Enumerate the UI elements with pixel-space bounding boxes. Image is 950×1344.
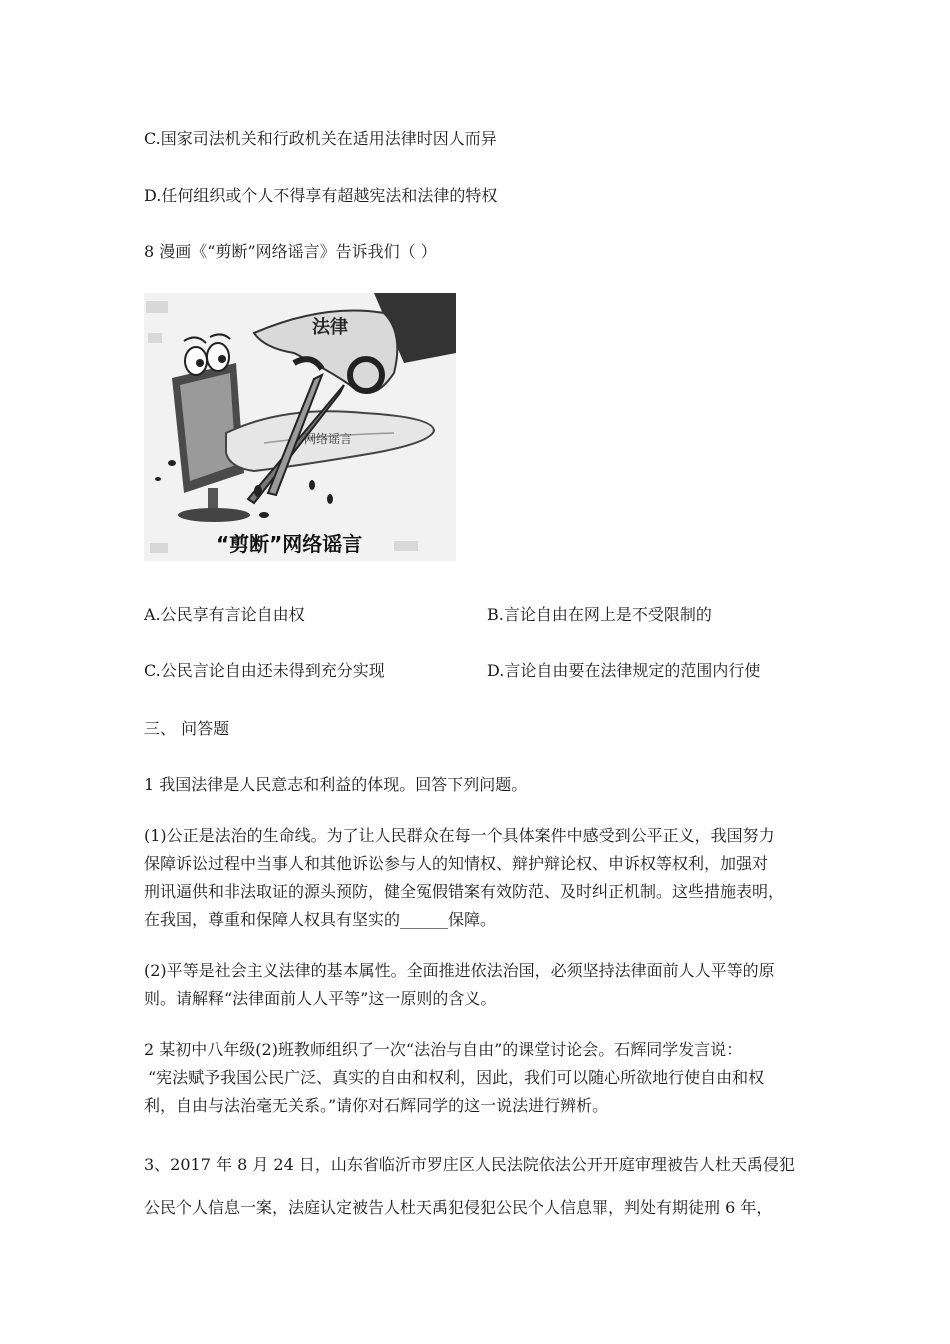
q2-line: “宪法赋予我国公民广泛、真实的自由和权利，因此，我们可以随心所欲地行使自由和权 — [148, 1068, 765, 1087]
cartoon-rumor-label: 网络谣言 — [304, 432, 353, 446]
q3-line-2: 公民个人信息一案，法庭认定被告人杜天禹犯侵犯公民个人信息罪，判处有期徒刑 6 年， — [144, 1198, 773, 1217]
q1-sub2-line: (2)平等是社会主义法律的基本属性。全面推进依法治国，必须坚持法律面前人人平等的原 — [144, 961, 775, 980]
q1-sub2-line: 则。请解释“法律面前人人平等”这一原则的含义。 — [144, 989, 497, 1008]
q2-line: 2 某初中八年级(2)班教师组织了一次“法治与自由”的课堂讨论会。石辉同学发言说： — [144, 1040, 743, 1059]
option-c-prev: C.国家司法机关和行政机关在适用法律时因人而异 — [144, 129, 497, 148]
q1-sub1-line: 刑讯逼供和非法取证的源头预防，健全冤假错案有效防范、及时纠正机制。这些措施表明， — [144, 882, 785, 901]
q2-line: 利，自由与法治毫无关系。”请你对石辉同学的这一说法进行辨析。 — [144, 1096, 609, 1115]
option-d-prev: D.任何组织或个人不得享有超越宪法和法律的特权 — [144, 186, 498, 205]
option-b: B.言论自由在网上是不受限制的 — [487, 605, 712, 624]
option-a: A.公民享有言论自由权 — [144, 605, 305, 624]
q3-line-1: 3、2017 年 8 月 24 日，山东省临沂市罗庄区人民法院依法公开开庭审理被告人杜天禹侵犯 — [144, 1155, 795, 1174]
section-title: 三、 问答题 — [144, 719, 230, 738]
option-c: C.公民言论自由还未得到充分实现 — [144, 661, 385, 680]
cartoon-image — [144, 293, 456, 561]
option-d: D.言论自由要在法律规定的范围内行使 — [487, 661, 761, 680]
question-8-stem: 8 漫画《“剪断”网络谣言》告诉我们（ ） — [144, 242, 437, 261]
cartoon-law-label: 法律 — [312, 317, 348, 338]
q1-sub2 — [144, 957, 806, 1013]
q1-sub1-line: (1)公正是法治的生命线。为了让人民群众在每一个具体案件中感受到公平正义，我国努力 — [144, 826, 775, 845]
q1-sub1-line: 在我国，尊重和保障人权具有坚实的______保障。 — [144, 910, 497, 929]
q1-sub1 — [144, 822, 806, 934]
cartoon-caption: “剪断”网络谣言 — [216, 532, 363, 556]
q1-sub1-line: 保障诉讼过程中当事人和其他诉讼参与人的知情权、辩护辩论权、申诉权等权利，加强对 — [144, 854, 769, 873]
q2 — [144, 1036, 806, 1120]
q1-stem: 1 我国法律是人民意志和利益的体现。回答下列问题。 — [144, 775, 528, 794]
